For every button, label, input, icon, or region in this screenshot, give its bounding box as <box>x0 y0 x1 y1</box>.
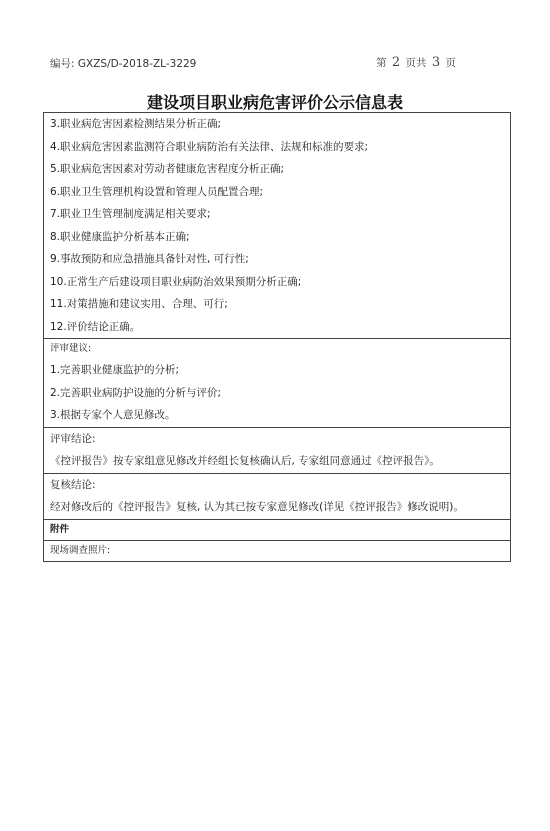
criteria-item: 9.事故预防和应急措施具备针对性, 可行性; <box>50 253 249 266</box>
review-conclusion-label: 评审结论: <box>50 432 96 445</box>
review-suggestions-label: 评审建议: <box>50 343 92 354</box>
criteria-section <box>44 113 510 339</box>
info-table <box>43 112 511 562</box>
review-suggestions-section <box>44 339 510 428</box>
recheck-conclusion-label: 复核结论: <box>50 478 96 491</box>
criteria-item: 8.职业健康监护分析基本正确; <box>50 230 190 243</box>
criteria-item: 5.职业病危害因素对劳动者健康危害程度分析正确; <box>50 163 285 176</box>
page-prefix: 第 <box>376 57 387 69</box>
criteria-item: 10.正常生产后建设项目职业病防治效果预期分析正确; <box>50 275 302 288</box>
page-middle: 页共 <box>405 57 427 69</box>
criteria-item: 7.职业卫生管理制度满足相关要求; <box>50 208 211 221</box>
criteria-item: 12.评价结论正确。 <box>50 320 141 333</box>
document-code: 编号: GXZS/D-2018-ZL-3229 <box>50 58 197 70</box>
suggestion-item: 3.根据专家个人意见修改。 <box>50 409 176 422</box>
page-current-handwritten: 2 <box>391 55 401 70</box>
suggestion-item: 2.完善职业病防护设施的分析与评价; <box>50 386 222 399</box>
criteria-item: 6.职业卫生管理机构设置和管理人员配置合理; <box>50 185 264 198</box>
criteria-item: 4.职业病危害因素监测符合职业病防治有关法律、法规和标准的要求; <box>50 140 369 153</box>
review-conclusion-text: 《控评报告》按专家组意见修改并经组长复核确认后, 专家组同意通过《控评报告》。 <box>50 455 440 468</box>
site-photos-section <box>44 541 510 561</box>
attachment-label: 附件 <box>50 523 70 535</box>
recheck-conclusion-section <box>44 474 510 520</box>
criteria-item: 11.对策措施和建议实用、合理、可行; <box>50 298 228 311</box>
page-title: 建设项目职业病危害评价公示信息表 <box>146 93 403 112</box>
site-photos-label: 现场调查照片: <box>50 544 111 556</box>
page-suffix: 页 <box>445 57 456 69</box>
review-conclusion-section <box>44 428 510 474</box>
attachment-header-section <box>44 520 510 541</box>
recheck-conclusion-text: 经对修改后的《控评报告》复核, 认为其已按专家意见修改(详见《控评报告》修改说明)。 <box>50 501 464 514</box>
suggestion-item: 1.完善职业健康监护的分析; <box>50 364 180 377</box>
criteria-item: 3.职业病危害因素检测结果分析正确; <box>50 118 222 131</box>
page-indicator <box>376 55 456 70</box>
page-total-handwritten: 3 <box>431 55 441 70</box>
